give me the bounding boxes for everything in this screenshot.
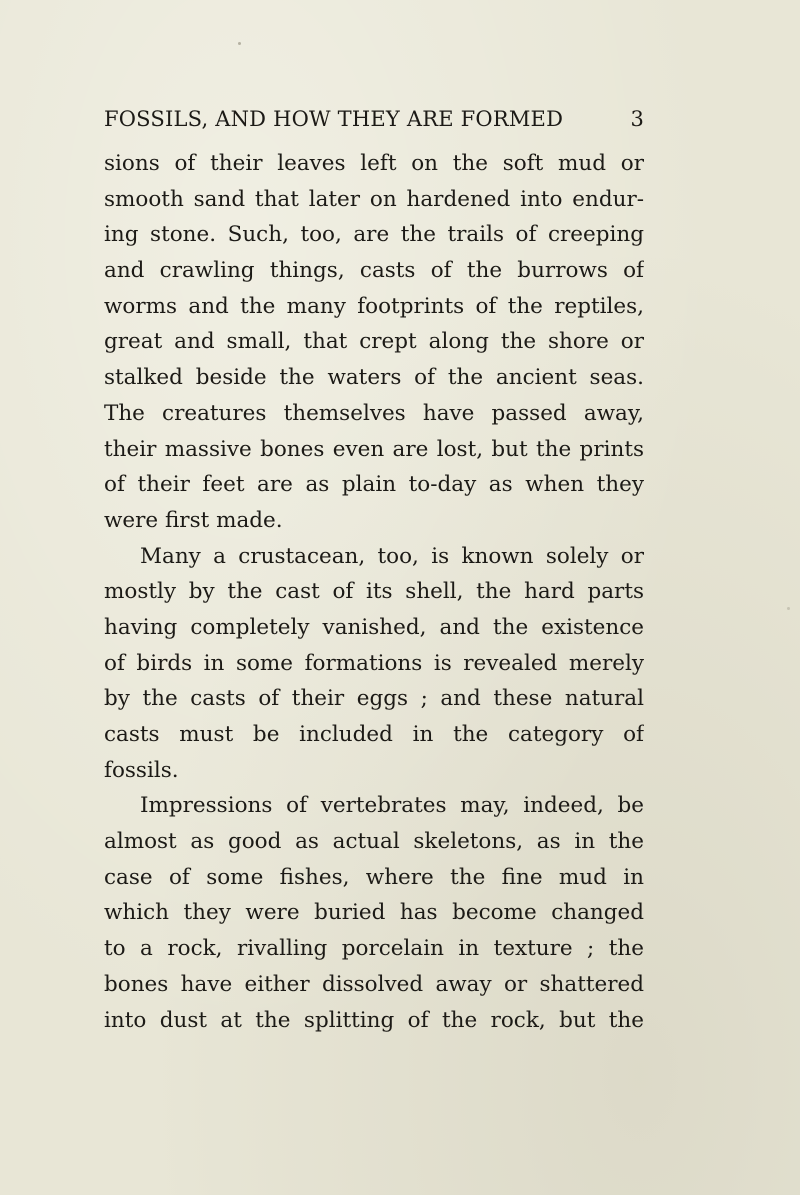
text-line: almost as good as actual skeletons, as in the	[104, 829, 644, 855]
body-text	[104, 146, 644, 1038]
running-header	[104, 107, 644, 137]
text-line: into dust at the splitting of the rock, but the	[104, 1007, 644, 1033]
text-line: fossils.	[104, 757, 179, 783]
paper-speck	[238, 42, 241, 45]
text-line: great and small, that crept along the shore or	[104, 329, 644, 355]
text-line: were first made.	[104, 507, 283, 533]
text-line: casts must be included in the category of	[104, 722, 644, 747]
text-line: mostly by the cast of its shell, the hard parts	[104, 579, 644, 605]
text-line: worms and the many footprints of the reptiles,	[104, 293, 644, 319]
text-line: and crawling things, casts of the burrows of	[104, 258, 644, 284]
text-line: bones have either dissolved away or shattered	[104, 971, 644, 997]
text-line: Impressions of vertebrates may, indeed, be	[140, 793, 644, 819]
text-line: to a rock, rivalling porcelain in texture ; the	[104, 936, 644, 962]
header-title: FOSSILS, AND HOW THEY ARE FORMED	[104, 107, 564, 131]
text-line: which they were buried has become changed	[104, 900, 644, 926]
paper-speck	[787, 607, 790, 610]
text-line: their massive bones even are lost, but the prints	[104, 436, 644, 462]
text-line: sions of their leaves left on the soft mud or	[104, 151, 644, 176]
text-line: ing stone. Such, too, are the trails of creeping	[104, 222, 644, 248]
text-line: Many a crustacean, too, is known solely or	[140, 543, 644, 569]
page-number: 3	[630, 107, 644, 131]
text-line: stalked beside the waters of the ancient seas.	[104, 365, 644, 391]
text-line: case of some fishes, where the fine mud in	[104, 864, 644, 890]
text-line: The creatures themselves have passed away,	[104, 400, 644, 426]
text-line: of their feet are as plain to-day as when they	[104, 472, 644, 498]
text-line: by the casts of their eggs ; and these natural	[104, 686, 644, 712]
text-line: of birds in some formations is revealed merely	[104, 650, 644, 676]
text-line: having completely vanished, and the existence	[104, 614, 644, 640]
text-line: smooth sand that later on hardened into endur-	[104, 186, 644, 212]
